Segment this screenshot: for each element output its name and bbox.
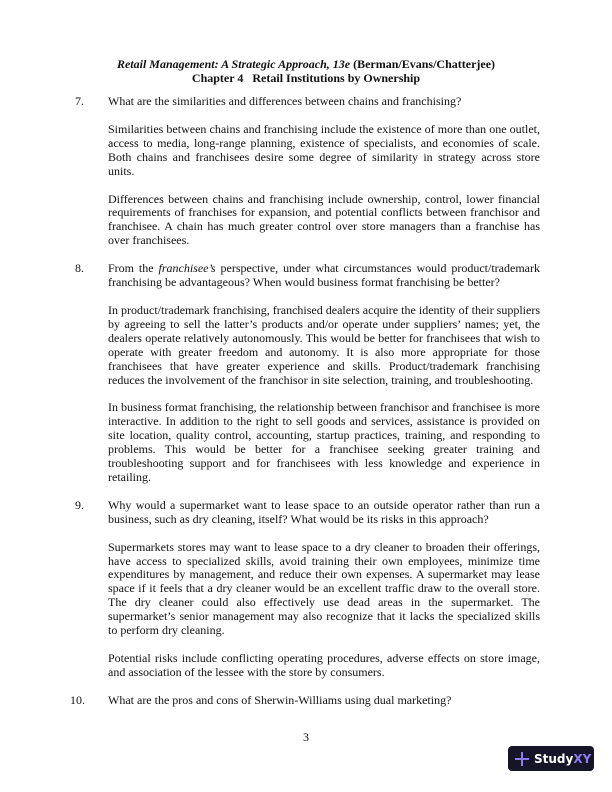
- brand-name: [534, 752, 591, 766]
- chapter-title: Chapter 4 Retail Institutions by Ownership: [191, 71, 421, 85]
- question-body: [108, 262, 540, 485]
- header-title-line: [0, 57, 612, 71]
- question-text: What are the pros and cons of Sherwin-Williams using dual marketing?: [108, 692, 452, 707]
- question-text: Why would a supermarket want to lease space to an outside operator rather than run a business, such as dry cleaning, itself? What would be its risks in this approach?: [108, 497, 540, 526]
- question-item: [75, 499, 540, 680]
- answer-paragraph: Potential risks include conflicting operating procedures, adverse effects on store image, and association of the lessee with the store by consumers.: [108, 651, 540, 679]
- book-title: Retail Management: A Strategic Approach, 13e: [116, 57, 351, 71]
- question-item: [75, 262, 540, 485]
- question-text: [108, 262, 540, 290]
- question-text: What are the similarities and differences between chains and franchising?: [108, 94, 462, 108]
- book-authors: (Berman/Evans/Chatterjee): [350, 57, 496, 71]
- page-number: 3: [303, 730, 309, 744]
- answer-paragraph: In product/trademark franchising, franchised dealers acquire the identity of their suppliers by agreeing to sell the latter’s products and/or operate under suppliers’ names; yet, the dealers operate relatively autonomously. This would be better for franchisees that wish to operate with greater freedom and autonomy. It is also more appropriate for those franchisees that have greater experience and skills. Product/trademark franchising reduces the involvement of the franchisor in site selection, training, and troubleshooting.: [108, 302, 540, 387]
- question-number: 8.: [75, 261, 84, 276]
- question-number: 7.: [75, 94, 84, 108]
- answer-paragraph: In business format franchising, the relationship between franchisor and franchisee is more interactive. In addition to the right to sell goods and services, assistance is provided on site location, quality control, accounting, startup practices, training, and responding to problems. This would be better for a franchisee seeking greater training and troubleshooting support and for franchisees with less knowledge and experience in retailing.: [108, 400, 540, 484]
- brand-name-main: Study: [534, 751, 574, 766]
- question-body: [108, 95, 540, 248]
- questions-list: [70, 94, 540, 722]
- plus-icon: [515, 752, 529, 766]
- studyxy-watermark-badge[interactable]: [508, 746, 594, 771]
- answer-paragraph: Similarities between chains and franchising include the existence of more than one outlet, access to media, long-range planning, existence of specialists, and economies of scale. Both chains and franchisees desire some degree of similarity in strategy across store units.: [108, 121, 540, 178]
- document-header: [0, 57, 612, 85]
- question-body: [108, 499, 540, 680]
- question-item: [75, 95, 540, 248]
- answer-paragraph: Differences between chains and franchising include ownership, control, lower financial requirements of franchises for expansion, and potential conflicts between franchisor and franchisee. A chain has much greater control over store managers than a franchise has over franchisees.: [108, 191, 540, 248]
- question-number: 10.: [70, 692, 85, 707]
- question-text-suffix: perspective, under what circumstances would product/trademark franchising be advantageous? When would business format franchising be better?: [108, 261, 540, 290]
- answer-paragraph: Supermarkets stores may want to lease space to a dry cleaner to broaden their offerings, have access to specialized skills, avoid training their own employees, minimize time expenditures by management, and reduce their own expenses. A supermarket may lease space if it feels that a dry cleaner would be an excellent traffic draw to the overall store. The dry cleaner could also effectively use dead areas in the supermarket. The supermarket’s senior management may also recognize that it lacks the specialized skills to perform dry cleaning.: [108, 539, 540, 638]
- question-item: [70, 692, 540, 708]
- question-text-prefix: From the: [108, 261, 159, 276]
- question-text-emphasis: franchisee’s: [158, 261, 216, 276]
- question-body: [108, 694, 540, 708]
- question-number: 9.: [75, 497, 84, 512]
- brand-name-accent: XY: [573, 751, 592, 766]
